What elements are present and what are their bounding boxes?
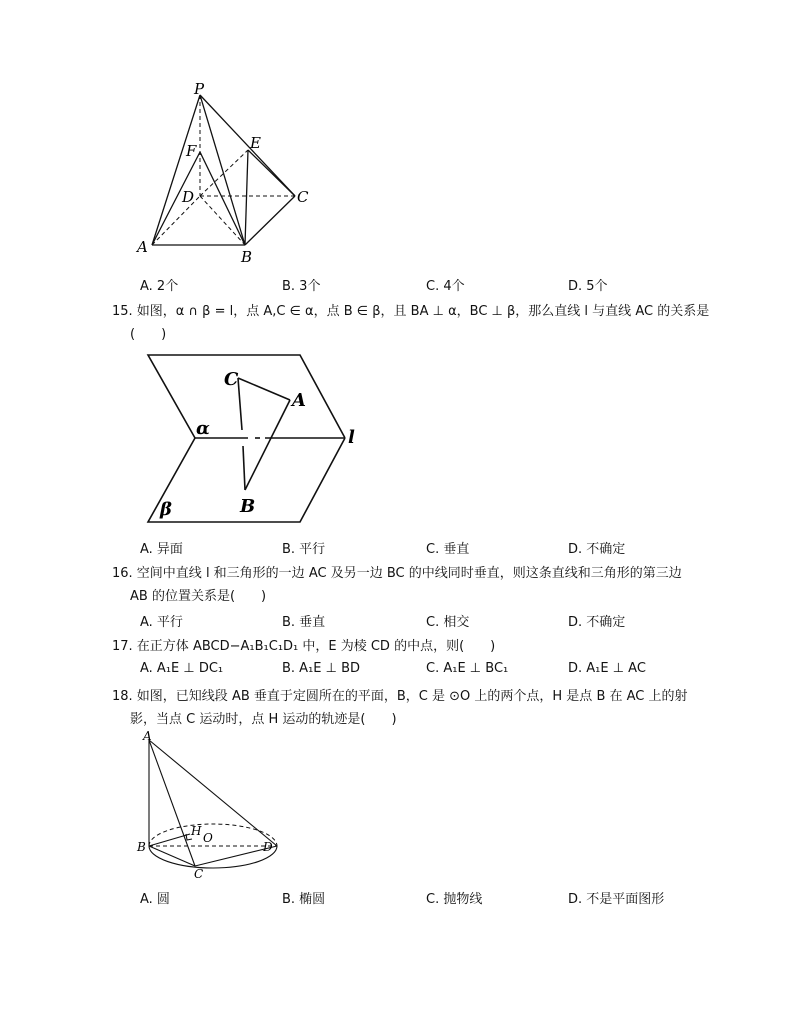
edge-PA xyxy=(152,95,200,245)
label-C: C xyxy=(224,369,239,390)
plane-alpha xyxy=(148,355,345,438)
edge-CA xyxy=(238,378,290,400)
q17-option-c[interactable]: C. A₁E ⊥ BC₁ xyxy=(426,661,509,676)
edge-CB-lower xyxy=(243,446,245,490)
q16-option-c[interactable]: C. 相交 xyxy=(426,615,470,630)
q17-option-b[interactable]: B. A₁E ⊥ BD xyxy=(282,661,361,676)
label-alpha: α xyxy=(196,418,210,439)
edge-FB xyxy=(200,152,245,245)
edge-EC xyxy=(248,150,295,196)
q17-stem-line1: 17. 在正方体 ABCD−A₁B₁C₁D₁ 中，E 为棱 CD 的中点，则( ) xyxy=(112,639,496,654)
edge-CB-upper xyxy=(238,378,242,430)
label-C: C xyxy=(194,867,204,881)
q14-option-a[interactable]: A. 2个 xyxy=(140,279,179,294)
edge-AB xyxy=(245,400,290,490)
q15-stem-line1: 15. 如图，α ∩ β = l，点 A,C ∈ α，点 B ∈ β，且 BA ⊥ α，BC ⊥ β，那么直线 l 与直线 AC 的关系是 xyxy=(112,304,710,319)
q15-option-d[interactable]: D. 不确定 xyxy=(568,542,626,557)
q16-option-d[interactable]: D. 不确定 xyxy=(568,615,626,630)
edge-BC xyxy=(245,196,295,245)
label-C: C xyxy=(297,188,309,206)
label-B: B xyxy=(241,248,253,266)
label-B: B xyxy=(240,496,256,517)
label-H: H xyxy=(191,824,202,838)
label-D: D xyxy=(263,840,273,854)
q18-option-b[interactable]: B. 椭圆 xyxy=(282,892,326,907)
q15-option-a[interactable]: A. 异面 xyxy=(140,542,183,557)
q18-option-d[interactable]: D. 不是平面图形 xyxy=(568,892,665,907)
circle-front xyxy=(149,846,277,868)
label-A: A xyxy=(292,390,306,411)
q16-stem-line2: AB 的位置关系是( ) xyxy=(130,589,267,604)
label-l: l xyxy=(348,427,355,448)
circle-back xyxy=(149,824,277,846)
q16-option-b[interactable]: B. 垂直 xyxy=(282,615,326,630)
label-B: B xyxy=(137,840,146,854)
q18-option-c[interactable]: C. 抛物线 xyxy=(426,892,483,907)
label-A: A xyxy=(143,730,152,743)
figure-cone xyxy=(135,730,285,882)
edge-BE xyxy=(245,150,248,245)
q14-option-b[interactable]: B. 3个 xyxy=(282,279,321,294)
edge-BH xyxy=(149,834,190,846)
q17-option-d[interactable]: D. A₁E ⊥ AC xyxy=(568,661,646,676)
label-F: F xyxy=(186,142,197,160)
figure-pyramid xyxy=(130,80,320,270)
figure-dihedral xyxy=(140,350,370,530)
q14-option-d[interactable]: D. 5个 xyxy=(568,279,608,294)
label-A: A xyxy=(137,238,148,256)
q15-option-b[interactable]: B. 平行 xyxy=(282,542,326,557)
label-beta: β xyxy=(160,499,172,520)
edge-PB xyxy=(200,95,245,245)
q16-stem-line1: 16. 空间中直线 l 和三角形的一边 AC 及另一边 BC 的中线同时垂直，则这条直线和三角形的第三边 xyxy=(112,566,682,581)
label-P: P xyxy=(194,80,205,98)
label-O: O xyxy=(203,831,213,845)
q15-option-c[interactable]: C. 垂直 xyxy=(426,542,470,557)
label-D: D xyxy=(182,188,195,206)
q17-option-a[interactable]: A. A₁E ⊥ DC₁ xyxy=(140,661,224,676)
q15-stem-line2: ( ) xyxy=(130,327,167,342)
q16-option-a[interactable]: A. 平行 xyxy=(140,615,183,630)
q18-stem-line1: 18. 如图，已知线段 AB 垂直于定圆所在的平面，B，C 是 ⊙O 上的两个点，H 是点 B 在 AC 上的射 xyxy=(112,689,688,704)
q18-stem-line2: 影，当点 C 运动时，点 H 运动的轨迹是( ) xyxy=(130,712,397,727)
q14-option-c[interactable]: C. 4个 xyxy=(426,279,465,294)
q18-option-a[interactable]: A. 圆 xyxy=(140,892,170,907)
label-E: E xyxy=(250,134,261,152)
